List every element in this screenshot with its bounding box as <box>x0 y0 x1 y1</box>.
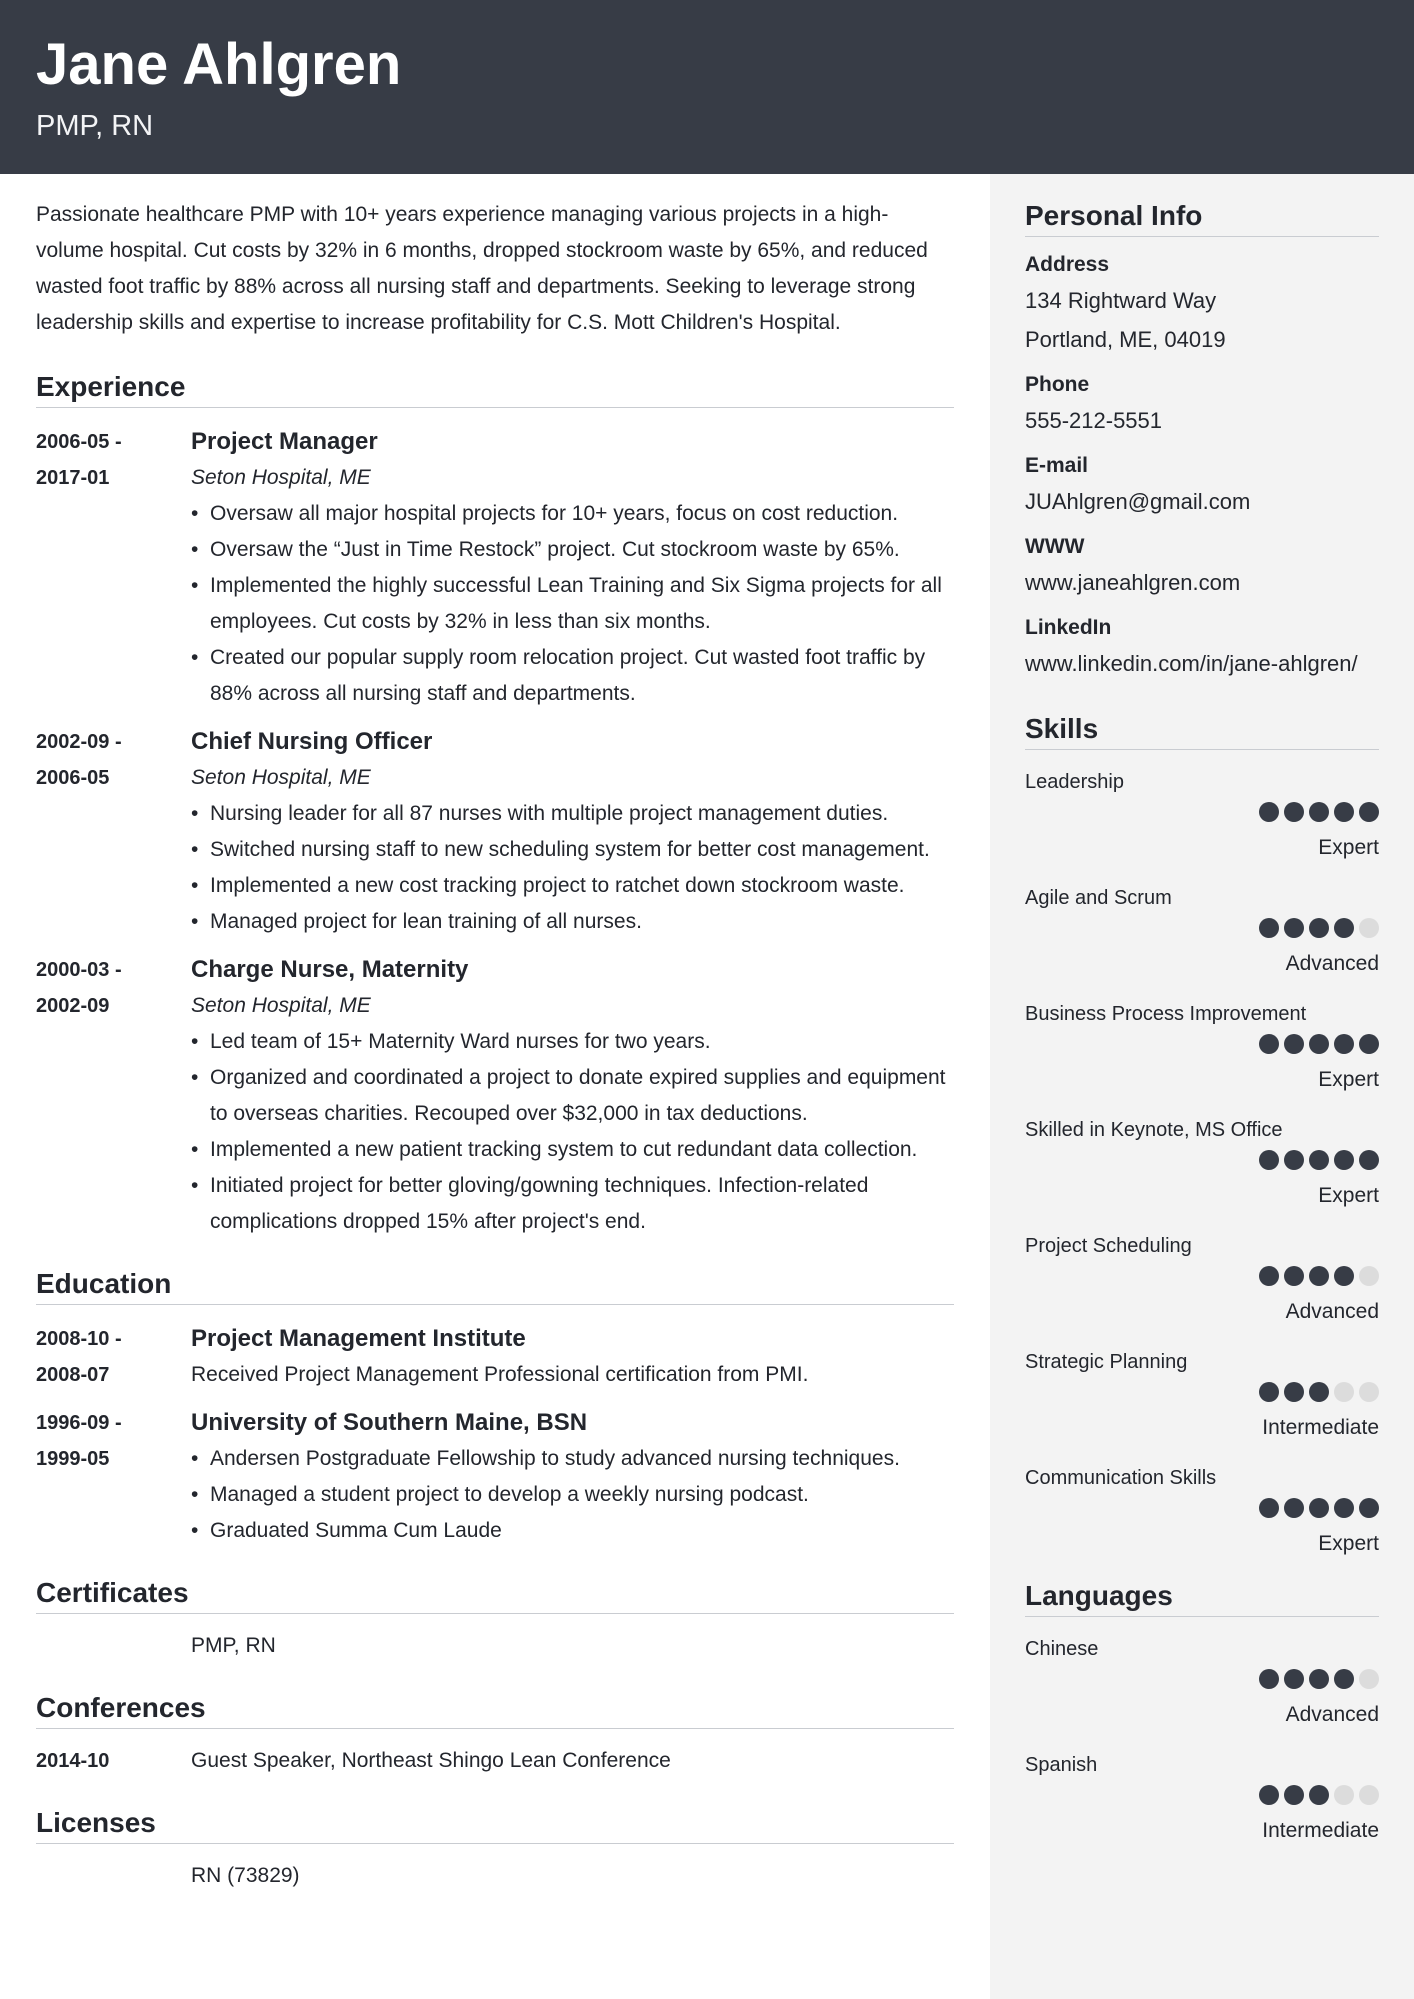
rating-dot-filled <box>1259 1382 1279 1402</box>
skill-name: Skilled in Keynote, MS Office <box>1025 1119 1283 1141</box>
rating-dot-filled <box>1259 1785 1279 1805</box>
entry-description: Received Project Management Professional certification from PMI. <box>191 1363 809 1386</box>
skill-item <box>1025 766 1379 882</box>
experience-heading: Experience <box>36 369 954 408</box>
rating-dot-filled <box>1309 1669 1329 1689</box>
rating-dot-filled <box>1259 1150 1279 1170</box>
candidate-title: PMP, RN <box>36 110 154 142</box>
rating-dot-filled <box>1284 1150 1304 1170</box>
certificates-text: PMP, RN <box>191 1634 276 1657</box>
rating-dot-filled <box>1284 1034 1304 1054</box>
rating-dot-filled <box>1309 802 1329 822</box>
email-label: E-mail <box>1025 454 1089 477</box>
main-column <box>36 197 954 1894</box>
language-name: Chinese <box>1025 1638 1099 1660</box>
linkedin-label: LinkedIn <box>1025 616 1112 639</box>
rating-dot-filled <box>1334 918 1354 938</box>
entry-date: 2006-05 - 2017-01 <box>36 431 122 489</box>
linkedin-link[interactable]: www.linkedin.com/in/jane-ahlgren/ <box>1025 651 1358 676</box>
skill-level: Expert <box>1318 1532 1379 1555</box>
entry-date: 2014-10 <box>36 1750 110 1772</box>
skill-rating <box>1259 1266 1379 1286</box>
rating-dot-filled <box>1284 1266 1304 1286</box>
languages-list <box>1025 1633 1379 1865</box>
licenses-text: RN (73829) <box>191 1864 300 1887</box>
bullet-item: • Led team of 15+ Maternity Ward nurses for two years. <box>191 1024 954 1060</box>
rating-dot-filled <box>1284 1669 1304 1689</box>
education-entry <box>36 1405 954 1549</box>
language-rating <box>1259 1669 1379 1689</box>
rating-dot-filled <box>1259 918 1279 938</box>
rating-dot-filled <box>1259 1034 1279 1054</box>
address-line-2: Portland, ME, 04019 <box>1025 327 1226 352</box>
bullet-item: • Organized and coordinated a project to donate expired supplies and equipment to overseas charities. Recouped over $32,000 in tax deductions. <box>191 1060 954 1132</box>
languages-heading: Languages <box>1025 1578 1379 1617</box>
skill-item <box>1025 882 1379 998</box>
entry-organization: Seton Hospital, ME <box>191 466 371 489</box>
entry-date: 2002-09 - 2006-05 <box>36 731 122 789</box>
rating-dot-filled <box>1334 1498 1354 1518</box>
rating-dot-filled <box>1284 802 1304 822</box>
language-level: Advanced <box>1285 1703 1379 1726</box>
rating-dot-filled <box>1284 1498 1304 1518</box>
language-level: Intermediate <box>1262 1819 1379 1842</box>
bullet-item: • Implemented the highly successful Lean Training and Six Sigma projects for all employees. Cut costs by 32% in less than six months. <box>191 568 954 640</box>
rating-dot-filled <box>1359 802 1379 822</box>
skill-name: Business Process Improvement <box>1025 1003 1307 1025</box>
rating-dot-empty <box>1359 918 1379 938</box>
bullet-item: • Andersen Postgraduate Fellowship to study advanced nursing techniques. <box>191 1441 954 1477</box>
language-name: Spanish <box>1025 1754 1098 1776</box>
rating-dot-filled <box>1359 1498 1379 1518</box>
rating-dot-empty <box>1359 1785 1379 1805</box>
experience-entry <box>36 724 954 940</box>
skill-level: Advanced <box>1285 952 1379 975</box>
rating-dot-empty <box>1359 1382 1379 1402</box>
experience-entry <box>36 952 954 1240</box>
conferences-heading: Conferences <box>36 1690 954 1729</box>
skills-heading: Skills <box>1025 711 1379 750</box>
experience-entry <box>36 424 954 712</box>
bullet-item: • Initiated project for better gloving/gowning techniques. Infection-related complications dropped 15% after project's end. <box>191 1168 954 1240</box>
skill-item <box>1025 1462 1379 1578</box>
address-label: Address <box>1025 253 1110 276</box>
conferences-entry <box>36 1743 954 1779</box>
entry-bullets <box>191 796 954 940</box>
skill-name: Project Scheduling <box>1025 1235 1192 1257</box>
skill-name: Strategic Planning <box>1025 1351 1188 1373</box>
rating-dot-empty <box>1359 1669 1379 1689</box>
entry-role: Chief Nursing Officer <box>191 728 433 755</box>
entry-date: 2008-10 - 2008-07 <box>36 1328 122 1386</box>
entry-date: 1996-09 - 1999-05 <box>36 1412 122 1470</box>
skill-level: Expert <box>1318 1068 1379 1091</box>
skill-item <box>1025 1346 1379 1462</box>
rating-dot-filled <box>1309 1266 1329 1286</box>
education-heading: Education <box>36 1266 954 1305</box>
conferences-text: Guest Speaker, Northeast Shingo Lean Conference <box>191 1749 671 1772</box>
bullet-item: • Nursing leader for all 87 nurses with multiple project management duties. <box>191 796 954 832</box>
entry-organization: Seton Hospital, ME <box>191 766 371 789</box>
skill-level: Advanced <box>1285 1300 1379 1323</box>
entry-role: University of Southern Maine, BSN <box>191 1409 588 1436</box>
rating-dot-empty <box>1359 1266 1379 1286</box>
skill-name: Communication Skills <box>1025 1467 1217 1489</box>
rating-dot-filled <box>1284 1382 1304 1402</box>
skill-item <box>1025 1114 1379 1230</box>
bullet-item: • Oversaw all major hospital projects for 10+ years, focus on cost reduction. <box>191 496 954 532</box>
bullet-item: • Graduated Summa Cum Laude <box>191 1513 954 1549</box>
rating-dot-filled <box>1334 802 1354 822</box>
entry-date: 2000-03 - 2002-09 <box>36 959 122 1017</box>
resume-header <box>0 0 1414 174</box>
rating-dot-empty <box>1334 1785 1354 1805</box>
skill-item <box>1025 998 1379 1114</box>
rating-dot-filled <box>1284 918 1304 938</box>
skill-rating <box>1259 1382 1379 1402</box>
skill-level: Expert <box>1318 836 1379 859</box>
entry-role: Project Management Institute <box>191 1325 526 1352</box>
rating-dot-filled <box>1284 1785 1304 1805</box>
skills-list <box>1025 766 1379 1578</box>
rating-dot-filled <box>1309 1785 1329 1805</box>
skill-name: Agile and Scrum <box>1025 887 1172 909</box>
rating-dot-filled <box>1334 1034 1354 1054</box>
website-link[interactable]: www.janeahlgren.com <box>1025 570 1241 595</box>
entry-role: Charge Nurse, Maternity <box>191 956 469 983</box>
bullet-item: • Switched nursing staff to new scheduling system for better cost management. <box>191 832 954 868</box>
language-item <box>1025 1749 1379 1865</box>
sidebar <box>990 174 1414 1999</box>
rating-dot-empty <box>1334 1382 1354 1402</box>
bullet-item: • Created our popular supply room relocation project. Cut wasted foot traffic by 88% across all nursing staff and departments. <box>191 640 954 712</box>
rating-dot-filled <box>1309 918 1329 938</box>
rating-dot-filled <box>1259 1266 1279 1286</box>
rating-dot-filled <box>1334 1150 1354 1170</box>
rating-dot-filled <box>1309 1034 1329 1054</box>
email-link[interactable]: JUAhlgren@gmail.com <box>1025 489 1251 514</box>
entry-role: Project Manager <box>191 428 378 455</box>
certificates-heading: Certificates <box>36 1575 954 1614</box>
skill-rating <box>1259 918 1379 938</box>
certificates-entry <box>36 1628 954 1664</box>
rating-dot-filled <box>1259 802 1279 822</box>
rating-dot-filled <box>1359 1150 1379 1170</box>
personal-info-heading: Personal Info <box>1025 198 1379 237</box>
candidate-name: Jane Ahlgren <box>36 32 402 97</box>
skill-rating <box>1259 1150 1379 1170</box>
entry-bullets <box>191 496 954 712</box>
sidebar-content <box>1025 198 1379 1865</box>
licenses-heading: Licenses <box>36 1805 954 1844</box>
bullet-item: • Implemented a new cost tracking project to ratchet down stockroom waste. <box>191 868 954 904</box>
rating-dot-filled <box>1309 1382 1329 1402</box>
bullet-item: • Managed a student project to develop a weekly nursing podcast. <box>191 1477 954 1513</box>
language-rating <box>1259 1785 1379 1805</box>
rating-dot-filled <box>1359 1034 1379 1054</box>
bullet-item: • Managed project for lean training of all nurses. <box>191 904 954 940</box>
rating-dot-filled <box>1259 1669 1279 1689</box>
rating-dot-filled <box>1309 1150 1329 1170</box>
profile-summary: Passionate healthcare PMP with 10+ years experience managing various projects in a high-volume hospital. Cut costs by 32% in 6 months, dropped stockroom waste by 65%, and reduced wasted foot traffic by 88% across all nursing staff and departments. Seeking to leverage strong leadership skills and expertise to increase profitability for C.S. Mott Children's Hospital. <box>36 203 928 334</box>
rating-dot-filled <box>1309 1498 1329 1518</box>
skill-level: Intermediate <box>1262 1416 1379 1439</box>
education-entry <box>36 1321 954 1393</box>
bullet-item: • Implemented a new patient tracking system to cut redundant data collection. <box>191 1132 954 1168</box>
rating-dot-filled <box>1259 1498 1279 1518</box>
address-line-1: 134 Rightward Way <box>1025 288 1217 313</box>
www-label: WWW <box>1025 535 1085 558</box>
skill-rating <box>1259 1498 1379 1518</box>
language-item <box>1025 1633 1379 1749</box>
entry-bullets <box>191 1441 954 1549</box>
bullet-item: • Oversaw the “Just in Time Restock” project. Cut stockroom waste by 65%. <box>191 532 954 568</box>
entry-organization: Seton Hospital, ME <box>191 994 371 1017</box>
skill-name: Leadership <box>1025 771 1124 793</box>
skill-rating <box>1259 802 1379 822</box>
skill-level: Expert <box>1318 1184 1379 1207</box>
phone-label: Phone <box>1025 373 1090 396</box>
rating-dot-filled <box>1334 1669 1354 1689</box>
rating-dot-filled <box>1334 1266 1354 1286</box>
phone-value: 555-212-5551 <box>1025 408 1163 433</box>
licenses-entry <box>36 1858 954 1894</box>
skill-rating <box>1259 1034 1379 1054</box>
skill-item <box>1025 1230 1379 1346</box>
entry-bullets <box>191 1024 954 1240</box>
